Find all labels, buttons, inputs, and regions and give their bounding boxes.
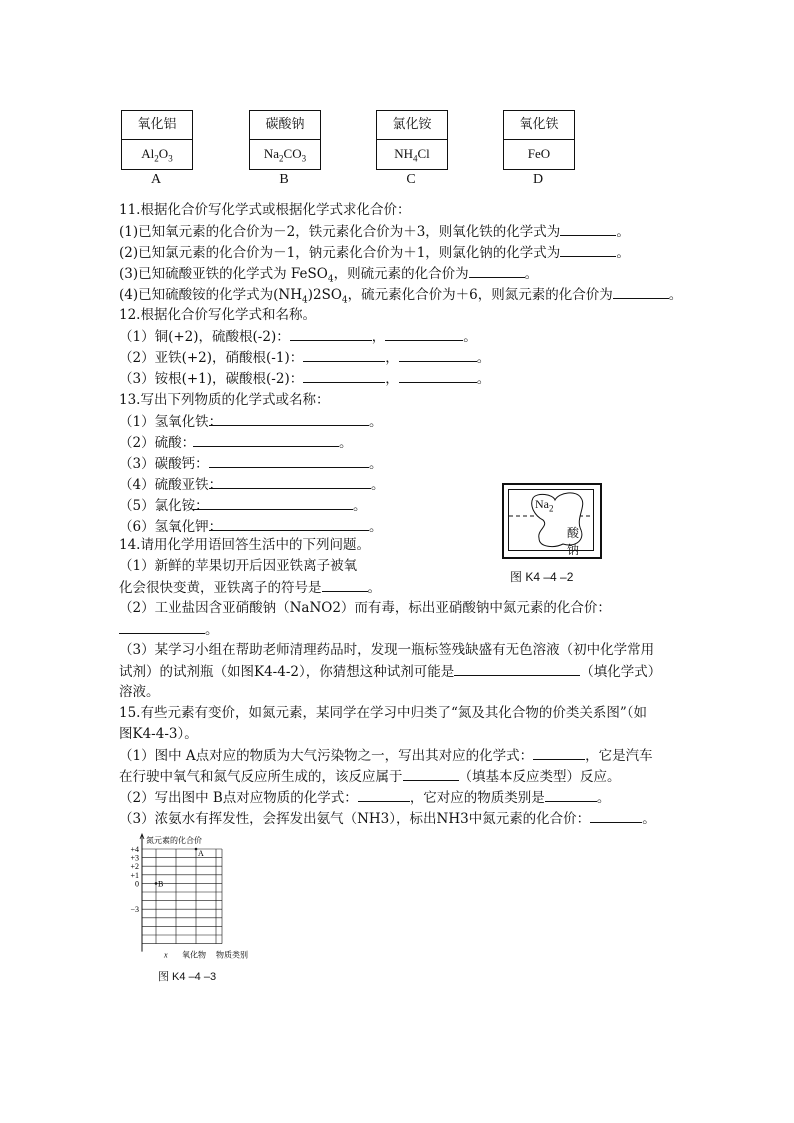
q13-item: （4）硫酸亚铁： 。 [119, 474, 385, 495]
y-tick-label: +3 [130, 853, 139, 863]
x-tick-label: x [164, 950, 168, 960]
x-axis-label: 物质类别 [216, 950, 248, 960]
compound-formula: $Na_2CO_3$ [263, 146, 307, 164]
compound-name: 氧化铝 [122, 111, 192, 140]
y-tick-label: +4 [130, 845, 139, 854]
label-na-text: $Na_2$ [535, 497, 554, 514]
q15-title: 15.有些元素有变价，如氮元素，某同学在学习中归类了“氮及其化合物的价类关系图”（如 [119, 705, 648, 721]
compound-name: 氯化铵 [377, 111, 447, 140]
q15-p2: （2）写出图中 B点对应物质的化学式： ，它对应的物质类别是 。 [119, 787, 610, 808]
x-tick-label: 氧化物 [182, 950, 206, 960]
answer-blank[interactable] [209, 474, 371, 489]
q15-p3: （3）浓氨水有挥发性，会挥发出氨气（NH3），标出NH3中氮元素的化合价： 。 [119, 808, 656, 829]
q15-title2: 图K4-4-3）。 [119, 726, 198, 742]
option-letter: A [150, 172, 162, 187]
y-tick-label: +2 [130, 862, 139, 872]
answer-blank[interactable] [209, 411, 369, 426]
reagent-label-figure [502, 483, 602, 559]
q11-line2: (2)已知氯元素的化合价为－1，钠元素化合价为＋1，则氯化钠的化学式为 。 [119, 242, 630, 263]
figure2-caption: 图 K4 –4 –2 [510, 570, 574, 584]
answer-blank[interactable] [560, 221, 616, 236]
y-tick-label: 0 [135, 879, 139, 889]
q14-p2: （2）工业盐因含亚硝酸钠（NaNO2）而有毒，标出亚硝酸钠中氮元素的化合价： [119, 600, 611, 616]
compound-card [121, 110, 193, 170]
compound-name: 氧化铁 [504, 111, 574, 140]
compound-card [503, 110, 575, 170]
label-salt-text: 酸 钠 [567, 526, 580, 557]
answer-blank[interactable] [469, 263, 525, 278]
q14-p1b: 化会很快变黄，亚铁离子的符号是 。 [119, 577, 381, 598]
q12-item: （2）亚铁(+2)，硝酸根(-1)： ， 。 [119, 347, 490, 368]
answer-blank[interactable] [209, 516, 369, 531]
answer-blank[interactable] [193, 432, 339, 447]
q11-line3: (3)已知硫酸亚铁的化学式为 FeSO$_4$，则硫元素的化合价为 。 [119, 263, 538, 290]
q14-p3d: 溶液。 [119, 684, 160, 700]
answer-blank[interactable] [322, 577, 368, 592]
compound-formula: $NH_4Cl$ [394, 146, 430, 164]
q15-p1c: 在行驶中氧气和氮气反应所生成的，该反应属于 （填基本反应类型）反应。 [119, 766, 621, 787]
answer-blank[interactable] [533, 745, 585, 760]
q13-item: （6）氢氧化钾： 。 [119, 516, 383, 537]
answer-blank[interactable] [399, 347, 477, 362]
answer-blank[interactable] [119, 619, 205, 634]
q12-title: 12.根据化合价写化学式和名称。 [119, 307, 316, 323]
data-point [195, 848, 198, 851]
compound-formula: $Al_2O_3$ [141, 146, 173, 164]
compound-formula: FeO [527, 146, 551, 161]
y-axis-label: 氮元素的化合价 [146, 836, 202, 845]
compound-name: 碳酸钠 [250, 111, 320, 140]
y-tick-label: +1 [130, 870, 139, 880]
compound-card [249, 110, 321, 170]
answer-blank[interactable] [399, 368, 477, 383]
q15-p1a: （1）图中 A点对应的物质为大气污染物之一，写出其对应的化学式： ，它是汽车 [119, 745, 653, 766]
q13-item: （2）硫酸： 。 [119, 432, 353, 453]
q13-title: 13.写出下列物质的化学式或名称： [119, 392, 330, 408]
answer-blank[interactable] [193, 495, 353, 510]
q11-line4: (4)已知硫酸铵的化学式为$(NH_4)2SO_4$，硫元素化合价为＋6，则氮元素的化合价为 。 [119, 284, 682, 311]
q11-line1: (1)已知氧元素的化合价为－2，铁元素化合价为＋3，则氧化铁的化学式为 。 [119, 221, 630, 242]
compound-card [376, 110, 448, 170]
q13-item: （3）碳酸钙： 。 [119, 453, 383, 474]
figure3-caption: 图 K4 –4 –3 [158, 971, 217, 983]
answer-blank[interactable] [545, 787, 597, 802]
q14-p3a: （3）某学习小组在帮助老师清理药品时，发现一瓶标签残缺盛有无色溶液（初中化学常用 [119, 642, 655, 658]
q12-item: （3）铵根(+1)，碳酸根(-2)： ， 。 [119, 368, 490, 389]
q14-p3b: 试剂）的试剂瓶（如图K4-4-2），你猜想这种试剂可能是 （填化学式） [119, 661, 661, 682]
answer-blank[interactable] [303, 368, 385, 383]
answer-blank[interactable] [590, 808, 642, 823]
answer-blank[interactable] [385, 326, 463, 341]
q14-p1a: （1）新鲜的苹果切开后因亚铁离子被氧 [119, 558, 358, 574]
answer-blank[interactable] [560, 242, 616, 257]
answer-blank[interactable] [303, 347, 385, 362]
answer-blank[interactable] [290, 326, 372, 341]
q14-title: 14.请用化学用语回答生活中的下列问题。 [119, 537, 370, 553]
answer-blank[interactable] [613, 284, 669, 299]
answer-blank[interactable] [454, 661, 580, 676]
option-letter: B [279, 172, 289, 187]
data-point-label: B [158, 879, 164, 889]
q13-item: （1）氢氧化铁： 。 [119, 411, 383, 432]
data-point [155, 882, 158, 885]
answer-blank[interactable] [209, 453, 369, 468]
answer-blank[interactable] [358, 787, 410, 802]
q14-p2-answer: 。 [119, 619, 219, 640]
data-point-label: A [198, 849, 204, 858]
option-letter: C [406, 172, 416, 187]
y-tick-label: −3 [130, 905, 139, 915]
q13-item: （5）氯化铵： 。 [119, 495, 367, 516]
answer-blank[interactable] [403, 766, 459, 781]
option-letter: D [532, 172, 544, 187]
q12-item: （1）铜(+2)，硫酸根(-2)： ， 。 [119, 326, 477, 347]
nitrogen-valence-chart [120, 833, 280, 973]
q11-title: 11.根据化合价写化学式或根据化学式求化合价： [119, 202, 411, 218]
